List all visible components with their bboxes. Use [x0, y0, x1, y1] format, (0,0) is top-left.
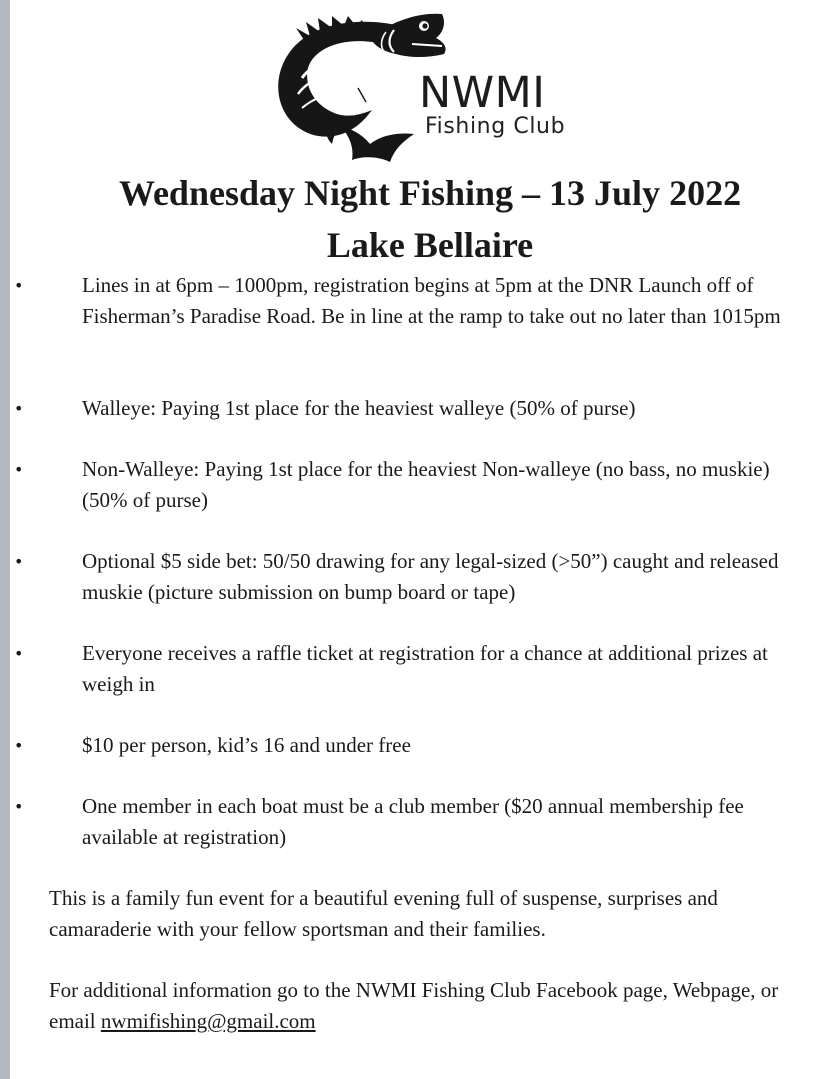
- contact-text: For additional information go to the NWMI Fishing Club Facebook page, Webpage, or email: [49, 978, 779, 1033]
- list-item-text: Lines in at 6pm – 1000pm, registration begins at 5pm at the DNR Launch off of Fisherman’s Paradise Road. Be in line at the ramp to take out no later than 1015pm: [82, 273, 781, 328]
- logo-title: NWMI: [419, 68, 546, 118]
- logo-subtitle: Fishing Club: [425, 114, 566, 139]
- contact-paragraph: [49, 975, 819, 1037]
- bullet-icon: •: [14, 644, 24, 663]
- list-item-text: Optional $5 side bet: 50/50 drawing for any legal-sized (>50”) caught and released muskie (picture submission on bump board or tape): [82, 549, 779, 604]
- closing-paragraph: This is a family fun event for a beautiful evening full of suspense, surprises and camaraderie with your fellow sportsman and their families.: [49, 886, 718, 941]
- list-item-text: Everyone receives a raffle ticket at registration for a chance at additional prizes at weigh in: [82, 641, 768, 696]
- left-edge-strip: [0, 0, 10, 1079]
- bullet-icon: •: [14, 552, 24, 571]
- list-item-text: $10 per person, kid’s 16 and under free: [82, 733, 411, 757]
- event-location: Lake Bellaire: [326, 225, 534, 265]
- bullet-icon: •: [14, 460, 24, 479]
- list-item-text: Non-Walleye: Paying 1st place for the heaviest Non-walleye (no bass, no muskie) (50% of purse): [82, 457, 770, 512]
- bullet-icon: •: [14, 399, 24, 418]
- email-link[interactable]: nwmifishing@gmail.com: [100, 1009, 316, 1033]
- club-logo: [262, 8, 612, 164]
- bullet-icon: •: [14, 797, 24, 816]
- list-item-text: Walleye: Paying 1st place for the heaviest walleye (50% of purse): [82, 396, 636, 420]
- bullet-icon: •: [14, 276, 24, 295]
- bullet-icon: •: [14, 736, 24, 755]
- list-item-text: One member in each boat must be a club member ($20 annual membership fee available at registration): [82, 794, 744, 849]
- event-title: Wednesday Night Fishing – 13 July 2022: [118, 173, 742, 213]
